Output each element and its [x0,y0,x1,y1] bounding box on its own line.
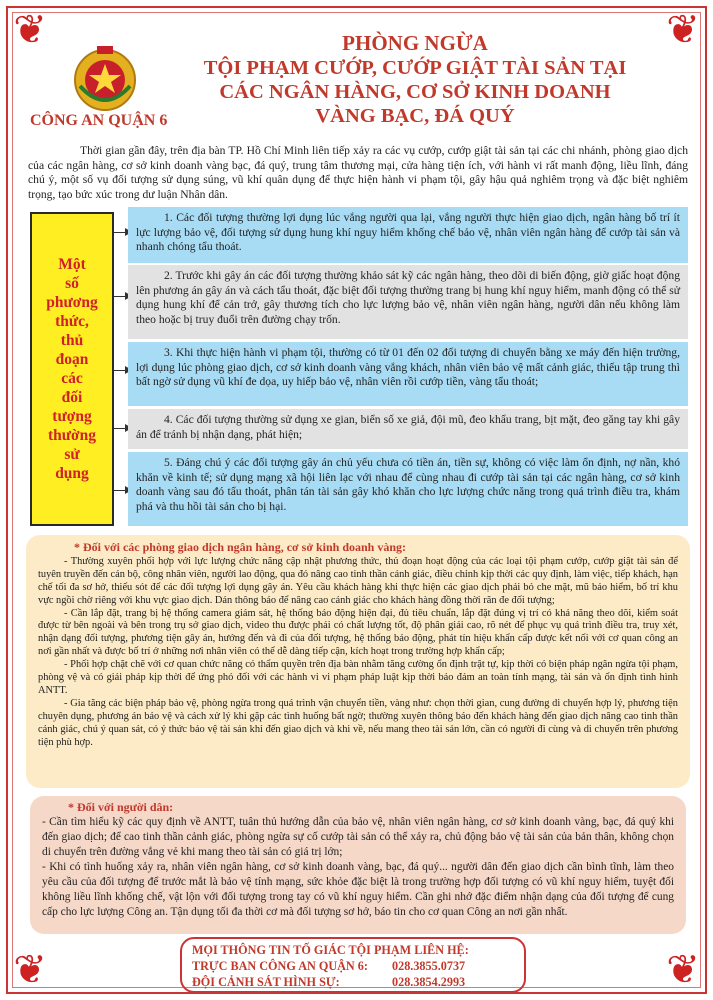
methods-label-box [30,212,114,526]
contact-label: TRỰC BAN CÔNG AN QUẬN 6: [192,959,368,973]
arrow-3 [114,370,126,371]
contact-row [192,974,514,990]
method-item [128,342,688,406]
contact-phone: 028.3855.0737 [392,959,466,973]
method-text: 1. Các đối tượng thường lợi dụng lúc vắng người qua lại, vắng người thực hiện giao dịch, ngân hàng bố trí ít lực lượng bảo vệ, đối tượng sử dụng hung khí nguy hiểm khống chế bảo vệ, nhân viên ngân hàng để cướp tài sản và nhanh chóng tẩu thoát. [136,211,680,254]
ornament-icon: ❦ [13,7,47,52]
method-text: 5. Đáng chú ý các đối tượng gây án chủ yếu chưa có tiền án, tiền sự, không có việc làm ổn định, nợ nần, khó khăn về kinh tế; sử dụng mạng xã hội liên lạc với nhau để cùng nhau đi cướp tài sản tại các ngân hàng, cơ sở kinh doanh vàng sau đó tẩu thoát, phân tán tài sản gây khó khăn cho lực lượng chức năng trong quá trình điều tra, khám phá và thu hồi tài sản cho bị hại. [136,456,680,513]
arrow-5 [114,490,126,491]
method-text: 2. Trước khi gây án các đối tượng thường khảo sát kỹ các ngân hàng, theo dõi di biến động, giờ giấc hoạt động lên phương án gây án và cách tẩu thoát, đặc biệt đối tượng thường trang bị hung khí nguy hiểm, manh động có thể sử dụng hung khí để cản trở, gây thương tích cho lực lượng bảo vệ, nhân viên ngân hàng, người dân nếu không làm theo hoặc bị truy đuổi trên đường chạy trốn. [136,269,680,326]
bank-paragraph: - Gia tăng các biện pháp bảo vệ, phòng ngừa trong quá trình vận chuyển tiền, vàng như: chọn thời gian, cung đường di chuyển hợp lý, phương tiện chuyên dụng, phương án bảo vệ và cách xử lý khi gặp các tình huống bất ngờ; thường xuyên thông báo đến khách hàng đến giao dịch nâng cao tinh thần cảnh giác, chú ý quan sát, có ý thức bảo vệ tài sản khi đến giao dịch và khi về, nếu mang theo tài sản lớn, cần có người đi cùng và di chuyển trên phương tiện phù hợp. [38,697,678,748]
methods-label-word: tượng [52,408,92,425]
methods-label-word: Một [58,256,86,273]
page-title [175,30,655,128]
method-item [128,452,688,526]
title-line-1: PHÒNG NGỪA [342,31,488,55]
method-item [128,207,688,263]
bank-paragraph: - Thường xuyên phối hợp với lực lượng chức năng cập nhật phương thức, thủ đoạn hoạt động của các loại tội phạm cướp, cướp giật tài sản để tuyên truyền đến cán bộ, công nhân viên, người lao động, qua đó nâng cao tinh thần cảnh giác, điều chỉnh kịp thời các quy định, làm việc, tiếp khách, hạn chế tối đa sơ hở, thiếu sót để các đối tượng lợi dụng gây án. Yêu cầu khách hàng khi thực hiện các giao dịch phải bỏ che mặt, mũ bảo hiểm, bố trí khu vực ngồi chờ riêng với khu vực giao dịch. Dán thông báo để nâng cao cảnh giác cho khách hàng đồng thời răn đe đối tượng; [38,555,678,606]
contact-box [180,937,526,993]
people-paragraph: - Khi có tình huống xảy ra, nhân viên ngân hàng, cơ sở kinh doanh vàng, bạc, đá quý... người dân đến giao dịch cần bình tĩnh, làm theo yêu cầu của đối tượng để trước mắt là bảo vệ tính mạng, sức khỏe đặc biệt là trong trường hợp đối tượng có vũ khí nguy hiểm, tuyệt đối không liều lĩnh khống chế, vật lộn với đối tượng trong tay có vũ khí nguy hiểm. Cần ghi nhớ đặc điểm nhận dạng của đối tượng để cung cấp cho lực lượng Công an. Tận dụng tối đa thời cơ mà đối tượng sơ hở, báo tin cho cơ quan Công an nơi gần nhất. [42,861,674,918]
methods-label-word: thức, [55,313,89,330]
title-line-3: CÁC NGÂN HÀNG, CƠ SỞ KINH DOANH [219,81,611,103]
methods-label-word: các [61,370,83,387]
arrow-2 [114,296,126,297]
method-item [128,409,688,449]
methods-label-word: số [65,275,79,292]
methods-label-word: phương [46,294,98,311]
method-text: 4. Các đối tượng thường sử dụng xe gian, biển số xe giả, đội mũ, đeo khẩu trang, bịt mặt, đeo găng tay khi gây án để tránh bị nhận dạng, phát hiện; [136,413,680,441]
arrow-4 [114,428,126,429]
bank-paragraph: - Phối hợp chặt chẽ với cơ quan chức năng có thẩm quyền trên địa bàn nhằm tăng cường ổn định trật tự, kịp thời có biện pháp ngăn ngừa tội phạm, phòng vệ và có giải pháp kịp thời để ứng phó đối với các hành vi vi phạm pháp luật kịp thời bảo đảm an toàn tính mạng, tài sản và ổn định tình hình ANTT. [38,659,678,696]
method-item [128,265,688,339]
people-paragraph: - Cần tìm hiểu kỹ các quy định về ANTT, tuân thủ hướng dẫn của bảo vệ, nhân viên ngân hàng, cơ sở kinh doanh vàng, bạc, đá quý khi đến giao dịch; để cao tinh thần cảnh giác, phòng ngừa sự cố cướp tài sản có thể xảy ra, chủ động bảo vệ tài sản của bản thân, không chọn di chuyển trên đường vắng vẻ khi mang theo tài sản có giá trị lớn; [42,816,674,858]
methods-label-word: đoạn [55,351,89,368]
intro-paragraph: Thời gian gần đây, trên địa bàn TP. Hồ Chí Minh liên tiếp xảy ra các vụ cướp, cướp giật tài sản tại các chi nhánh, phòng giao dịch của các ngân hàng, cơ sở kinh doanh vàng bạc, đá quý, trung tâm thương mại, cửa hàng tiện ích, với hành vi rất manh động, liều lĩnh, đáng chú ý, một số vụ đối tượng sử dụng súng, vũ khí quân dụng để thực hiện hành vi phạm tội, gây hậu quả nghiêm trọng và đặc biệt nghiêm trọng, tạo bức xúc trong dư luận Nhân dân. [28,144,688,201]
contact-row [192,958,514,974]
bank-heading: * Đối với các phòng giao dịch ngân hàng, cơ sở kinh doanh vàng: [74,540,407,554]
methods-label-word: dụng [55,465,89,482]
bank-paragraph: - Cần lắp đặt, trang bị hệ thống camera giám sát, hệ thống báo động hiện đại, đủ tiêu chuẩn, lắp đặt đúng vị trí có khả năng theo dõi, kiểm soát được từ bên ngoài và bên trong trụ sở giao dịch, video thu được phải có chất lượng tốt, độ phân giải cao, rõ nét để phục vụ quá trình điều tra, truy xét, nhận dạng đối tượng, phương tiện gây án, hướng đến và đi của đối tượng, hệ thống báo động, phát tín hiệu khẩn cấp được kết nối với cơ quan công an nơi gần nhất và được bố trí ở những nơi nhân viên có thể dễ dàng tiếp cận, kích hoạt trong trường hợp khẩn cấp; [38,607,678,658]
contact-phone: 028.3854.2993 [392,975,466,989]
methods-label-word: đối [61,389,83,406]
methods-label-word: sử [64,446,80,463]
people-section [30,796,686,934]
police-emblem-icon [70,42,140,114]
title-line-4: VÀNG BẠC, ĐÁ QUÝ [315,105,515,127]
people-heading: * Đối với người dân: [68,800,174,814]
ornament-icon: ❦ [13,947,47,992]
methods-label [37,255,107,483]
methods-label-word: thường [47,427,97,444]
unit-name: CÔNG AN QUẬN 6 [30,112,168,129]
arrow-1 [114,232,126,233]
title-line-2: TỘI PHẠM CƯỚP, CƯỚP GIẬT TÀI SẢN TẠI [203,57,627,79]
contact-label: ĐỘI CẢNH SÁT HÌNH SỰ: [192,975,340,989]
method-text: 3. Khi thực hiện hành vi phạm tội, thường có từ 01 đến 02 đối tượng di chuyển bằng xe máy đến hiện trường, lợi dụng lúc phòng giao dịch, cơ sở kinh doanh vàng vắng khách, nhân viên bảo vệ mất cảnh giác, thiếu tập trung thì bất ngờ sử dụng vũ khí đe dọa, uy hiếp bảo vệ, nhân viên rồi cướp tiền, vàng tẩu thoát; [136,346,680,389]
contact-heading: MỌI THÔNG TIN TỐ GIÁC TỘI PHẠM LIÊN HỆ: [192,943,469,957]
bank-section [26,535,690,788]
ornament-icon: ❦ [666,947,700,992]
ornament-icon: ❦ [666,7,700,52]
methods-label-word: thủ [60,332,84,349]
